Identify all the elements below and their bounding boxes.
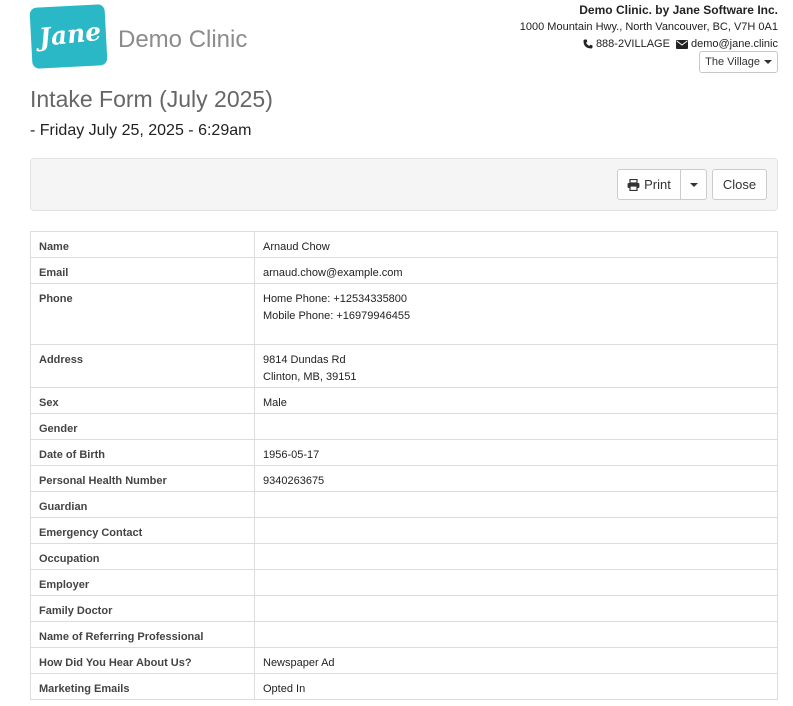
location-selector-label: The Village: [705, 56, 760, 68]
field-value: [255, 622, 778, 648]
field-value-line: Home Phone: +12534335800: [263, 293, 408, 305]
field-value-line: Male: [263, 397, 287, 409]
field-label: Guardian: [31, 492, 255, 518]
table-row: [31, 674, 778, 700]
field-value-line: 1956-05-17: [263, 449, 320, 461]
field-value-line: arnaud.chow@example.com: [263, 267, 403, 279]
clinic-email: demo@jane.clinic: [691, 38, 778, 50]
field-value: [255, 388, 778, 414]
field-label: Name of Referring Professional: [31, 622, 255, 648]
table-row: [31, 440, 778, 466]
table-row: [31, 570, 778, 596]
caret-down-icon: [690, 183, 698, 187]
phone-icon: [583, 39, 593, 49]
table-row: [31, 518, 778, 544]
field-value-line: Opted In: [263, 683, 306, 695]
print-button-label: Print: [644, 177, 671, 192]
field-label: Marketing Emails: [31, 674, 255, 700]
table-row: [31, 388, 778, 414]
page-subtitle: - Friday July 25, 2025 - 6:29am: [30, 122, 252, 139]
field-label: Personal Health Number: [31, 466, 255, 492]
field-value-line: 9340263675: [263, 475, 325, 487]
clinic-name: Demo Clinic: [118, 26, 248, 53]
field-value: [255, 570, 778, 596]
table-row: [31, 414, 778, 440]
company-name: Demo Clinic. by Jane Software Inc.: [579, 3, 778, 17]
field-value: [255, 232, 778, 258]
table-row: [31, 492, 778, 518]
table-row: [31, 345, 778, 388]
field-label: Email: [31, 258, 255, 284]
field-label: Date of Birth: [31, 440, 255, 466]
field-label: Sex: [31, 388, 255, 414]
field-label: Address: [31, 345, 255, 388]
field-label: Employer: [31, 570, 255, 596]
field-label: Family Doctor: [31, 596, 255, 622]
table-row: [31, 258, 778, 284]
field-label: How Did You Hear About Us?: [31, 648, 255, 674]
form-toolbar: [30, 158, 778, 211]
field-value: [255, 466, 778, 492]
field-value: [255, 345, 778, 388]
print-button[interactable]: [617, 169, 681, 200]
page-title: Intake Form (July 2025): [30, 86, 273, 112]
field-value: [255, 674, 778, 700]
print-options-dropdown[interactable]: [681, 169, 707, 200]
field-value: [255, 544, 778, 570]
field-value: [255, 440, 778, 466]
table-row: [31, 648, 778, 674]
field-value: [255, 648, 778, 674]
field-label: Name: [31, 232, 255, 258]
table-row: [31, 544, 778, 570]
chevron-down-icon: [764, 60, 772, 64]
table-row: [31, 284, 778, 345]
field-value-line: Mobile Phone: +16979946455: [263, 310, 411, 322]
location-selector[interactable]: [699, 51, 778, 73]
close-button[interactable]: Close: [712, 169, 767, 200]
field-value-line: 9814 Dundas Rd: [263, 354, 346, 366]
envelope-icon: [676, 40, 688, 49]
field-value: [255, 414, 778, 440]
print-button-group: [617, 169, 707, 200]
clinic-address: 1000 Mountain Hwy., North Vancouver, BC, V7H 0A1: [519, 21, 778, 33]
field-label: Gender: [31, 414, 255, 440]
printer-icon: [627, 179, 640, 191]
field-label: Phone: [31, 284, 255, 345]
field-value-line: Arnaud Chow: [263, 241, 330, 253]
intake-form-table: [30, 231, 778, 700]
field-value-line: Newspaper Ad: [263, 657, 335, 669]
field-value: [255, 492, 778, 518]
table-row: [31, 596, 778, 622]
table-row: [31, 622, 778, 648]
jane-logo-text: Jane: [37, 16, 103, 53]
field-value: [255, 518, 778, 544]
clinic-contact-block: [520, 2, 778, 53]
table-row: [31, 232, 778, 258]
field-value: [255, 284, 778, 345]
field-label: Emergency Contact: [31, 518, 255, 544]
field-value: [255, 258, 778, 284]
field-value-line: Clinton, MB, 39151: [263, 371, 357, 383]
table-row: [31, 466, 778, 492]
field-value: [255, 596, 778, 622]
clinic-phone: 888-2VILLAGE: [595, 38, 670, 50]
field-label: Occupation: [31, 544, 255, 570]
